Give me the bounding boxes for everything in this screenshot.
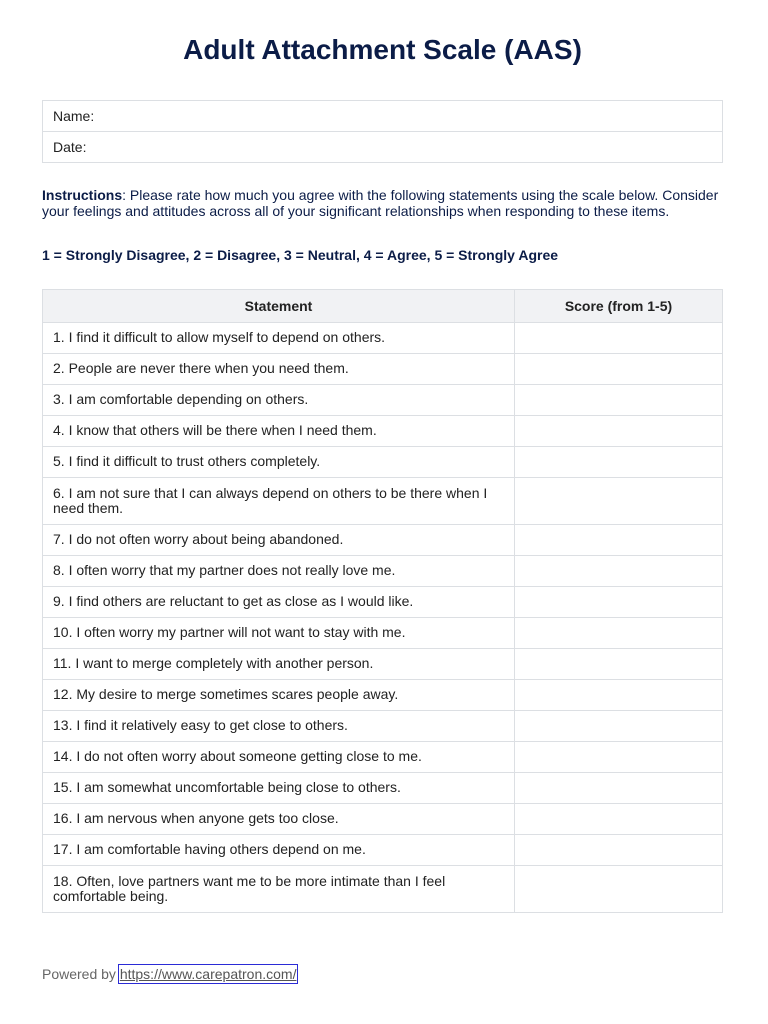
statement-cell: 16. I am nervous when anyone gets too close.	[43, 804, 515, 835]
score-cell[interactable]	[515, 556, 723, 587]
table-row	[43, 711, 723, 742]
table-row	[43, 385, 723, 416]
statement-cell: 5. I find it difficult to trust others completely.	[43, 447, 515, 478]
table-row	[43, 525, 723, 556]
score-cell[interactable]	[515, 680, 723, 711]
statement-cell: 13. I find it relatively easy to get close to others.	[43, 711, 515, 742]
score-cell[interactable]	[515, 385, 723, 416]
score-cell[interactable]	[515, 447, 723, 478]
rating-scale: 1 = Strongly Disagree, 2 = Disagree, 3 = Neutral, 4 = Agree, 5 = Strongly Agree	[42, 247, 559, 263]
statement-cell: 18. Often, love partners want me to be more intimate than I feel comfortable being.	[43, 866, 515, 913]
statement-cell: 7. I do not often worry about being abandoned.	[43, 525, 515, 556]
table-row	[43, 680, 723, 711]
table-row	[43, 649, 723, 680]
header-score: Score (from 1-5)	[515, 290, 723, 323]
info-row-date	[43, 132, 723, 163]
statement-cell: 8. I often worry that my partner does not really love me.	[43, 556, 515, 587]
instructions-lead: Instructions	[42, 187, 123, 203]
instructions-text: : Please rate how much you agree with the following statements using the scale below. Consider your feelings and attitudes across all of your significant relationships when responding to these items.	[42, 187, 719, 219]
table-row	[43, 323, 723, 354]
table-row	[43, 354, 723, 385]
table-row	[43, 804, 723, 835]
score-cell[interactable]	[515, 618, 723, 649]
name-field[interactable]: Name:	[43, 101, 723, 132]
instructions	[42, 188, 723, 219]
table-row	[43, 587, 723, 618]
table-header-row	[43, 290, 723, 323]
statement-cell: 1. I find it difficult to allow myself to depend on others.	[43, 323, 515, 354]
statement-cell: 9. I find others are reluctant to get as close as I would like.	[43, 587, 515, 618]
score-cell[interactable]	[515, 649, 723, 680]
info-table	[42, 100, 723, 163]
score-cell[interactable]	[515, 835, 723, 866]
score-cell[interactable]	[515, 866, 723, 913]
score-cell[interactable]	[515, 587, 723, 618]
carepatron-link[interactable]: https://www.carepatron.com/	[119, 966, 297, 982]
score-cell[interactable]	[515, 478, 723, 525]
score-cell[interactable]	[515, 742, 723, 773]
statement-cell: 3. I am comfortable depending on others.	[43, 385, 515, 416]
statement-cell: 11. I want to merge completely with another person.	[43, 649, 515, 680]
table-row	[43, 478, 723, 525]
table-row	[43, 773, 723, 804]
statement-cell: 15. I am somewhat uncomfortable being close to others.	[43, 773, 515, 804]
table-row	[43, 556, 723, 587]
footer-prefix: Powered by	[42, 966, 120, 982]
info-row-name	[43, 101, 723, 132]
page-title: Adult Attachment Scale (AAS)	[183, 34, 582, 65]
score-cell[interactable]	[515, 354, 723, 385]
statement-cell: 4. I know that others will be there when I need them.	[43, 416, 515, 447]
date-field[interactable]: Date:	[43, 132, 723, 163]
statement-cell: 17. I am comfortable having others depend on me.	[43, 835, 515, 866]
footer	[42, 966, 296, 982]
statement-cell: 14. I do not often worry about someone getting close to me.	[43, 742, 515, 773]
statement-cell: 12. My desire to merge sometimes scares people away.	[43, 680, 515, 711]
statement-table	[42, 289, 723, 913]
statement-cell: 2. People are never there when you need them.	[43, 354, 515, 385]
header-statement: Statement	[43, 290, 515, 323]
table-row	[43, 866, 723, 913]
table-row	[43, 618, 723, 649]
score-cell[interactable]	[515, 323, 723, 354]
score-cell[interactable]	[515, 773, 723, 804]
score-cell[interactable]	[515, 525, 723, 556]
table-row	[43, 835, 723, 866]
statement-cell: 6. I am not sure that I can always depend on others to be there when I need them.	[43, 478, 515, 525]
table-row	[43, 447, 723, 478]
table-row	[43, 742, 723, 773]
score-cell[interactable]	[515, 804, 723, 835]
score-cell[interactable]	[515, 711, 723, 742]
statement-cell: 10. I often worry my partner will not want to stay with me.	[43, 618, 515, 649]
table-row	[43, 416, 723, 447]
score-cell[interactable]	[515, 416, 723, 447]
